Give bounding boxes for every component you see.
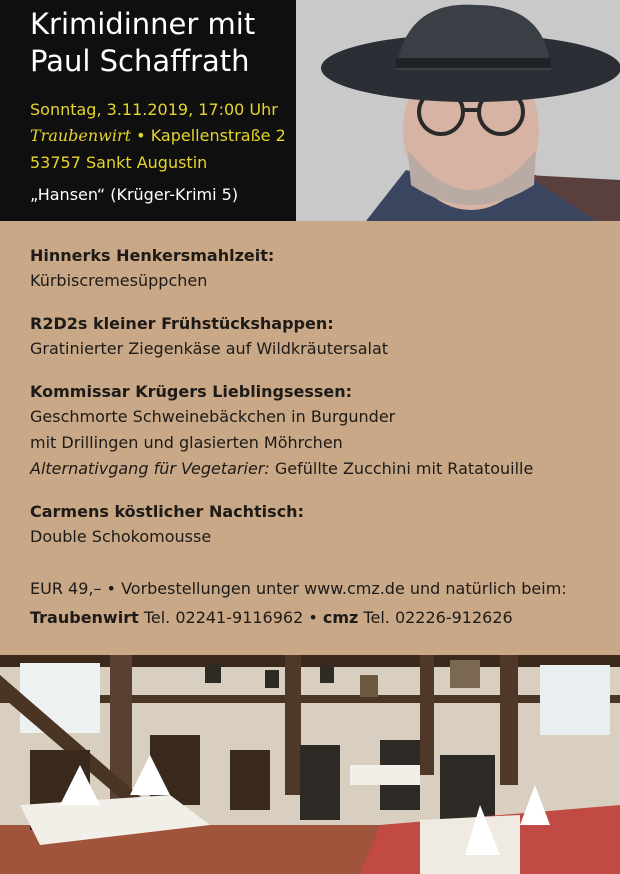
event-date: Sonntag, 3.11.2019, 17:00 Uhr (30, 100, 278, 119)
title-line-2: Paul Schaffrath (30, 44, 250, 78)
title-line-1: Krimidinner mit (30, 7, 256, 41)
event-city: 53757 Sankt Augustin (30, 153, 208, 172)
contact-cmz: cmz (322, 608, 359, 627)
restaurant-photo (0, 655, 620, 874)
course-description: Double Schokomousse (30, 527, 212, 546)
course-name: Carmens köstlicher Nachtisch: (30, 502, 304, 521)
course-name: Hinnerks Henkersmahlzeit: (30, 246, 275, 265)
venue-name: Traubenwirt (30, 126, 132, 145)
course-item (30, 243, 600, 294)
header-block (0, 0, 620, 221)
course-item (30, 499, 600, 550)
alternative-text: Gefüllte Zucchini mit Ratatouille (269, 459, 534, 478)
course-item (30, 379, 600, 482)
vegetarian-alternative (30, 456, 600, 482)
cmz-phone: Tel. 02226-912626 (358, 608, 513, 627)
alternative-label: Alternativgang für Vegetarier: (30, 459, 270, 478)
page-title (30, 6, 255, 80)
venue-phone: Tel. 02241-9116962 • (138, 608, 323, 627)
course-name: R2D2s kleiner Frühstückshappen: (30, 314, 334, 333)
venue-separator: • (131, 126, 151, 145)
price-line: EUR 49,– • Vorbestellungen unter www.cmz.de und natürlich beim: (30, 579, 567, 598)
course-description: Kürbiscremesüppchen (30, 271, 208, 290)
author-portrait (296, 0, 620, 221)
contact-venue: Traubenwirt (30, 608, 139, 627)
course-description: mit Drillingen und glasierten Möhrchen (30, 433, 343, 452)
contact-line (30, 603, 610, 632)
course-description: Gratinierter Ziegenkäse auf Wildkräutersalat (30, 339, 389, 358)
venue-street: Kapellenstraße 2 (150, 126, 286, 145)
course-description: Geschmorte Schweinebäckchen in Burgunder (30, 407, 396, 426)
event-venue (30, 123, 286, 149)
menu-list (30, 243, 600, 567)
book-title: „Hansen“ (Krüger-Krimi 5) (30, 185, 239, 204)
course-item (30, 311, 600, 362)
pricing-block (30, 574, 610, 632)
course-name: Kommissar Krügers Lieblingsessen: (30, 382, 353, 401)
